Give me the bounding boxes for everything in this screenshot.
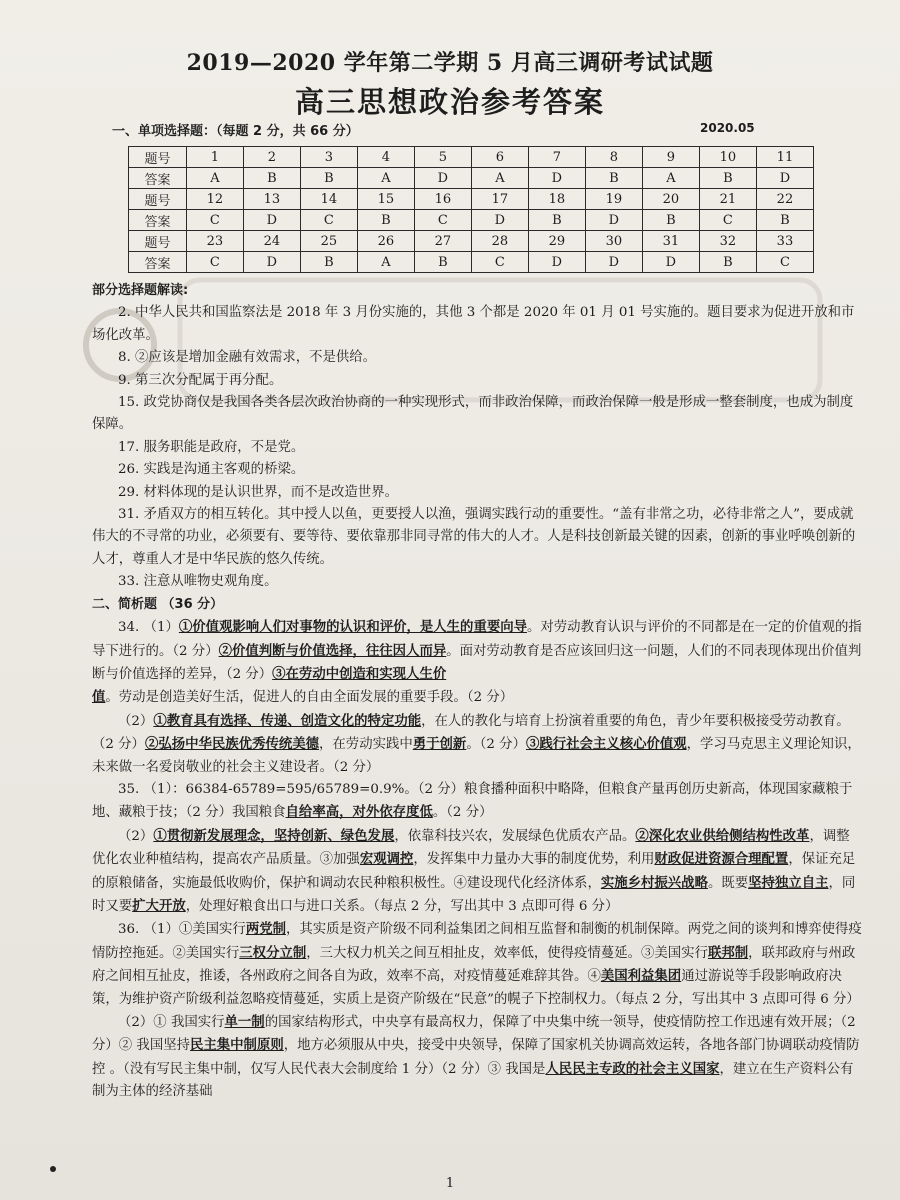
answer-text: ，同时又要 (92, 875, 856, 914)
table-cell: 19 (585, 189, 642, 210)
table-cell: 22 (756, 189, 813, 210)
answer-q35-part1 (92, 779, 862, 825)
table-cell: 8 (585, 147, 642, 168)
table-row-header: 答案 (129, 252, 187, 273)
answer-text: 。（2 分） (466, 737, 526, 753)
table-cell: 10 (699, 147, 756, 168)
key-phrase: 民主集中制原则 (190, 1037, 284, 1054)
table-cell: 32 (699, 231, 756, 252)
table-row-question-numbers (129, 189, 814, 210)
table-cell: B (699, 252, 756, 273)
table-row-question-numbers (129, 231, 814, 252)
table-row-header: 题号 (129, 231, 187, 252)
table-row-answers (129, 252, 814, 273)
key-phrase: 单一制 (224, 1014, 265, 1030)
table-cell: 23 (186, 231, 243, 252)
bullet-dot (50, 1166, 56, 1172)
table-cell: 4 (357, 147, 414, 168)
document-title-line1: 2019—2020 学年第二学期 5 月高三调研考试试题 (186, 50, 714, 76)
explanation-item: 33. 注意从唯物史观角度。 (118, 574, 278, 590)
answer-text: ，依靠科技兴农，发展绿色优质农产品。 (394, 828, 636, 844)
answer-text: 34. （1） (118, 620, 179, 636)
key-phrase: 美国利益集团 (600, 968, 682, 985)
table-cell: 25 (300, 231, 357, 252)
table-cell: 6 (471, 147, 528, 168)
table-cell: D (528, 168, 585, 189)
table-row-answers (129, 168, 814, 189)
table-cell: D (243, 210, 300, 231)
key-phrase: ②深化农业供给侧结构性改革 (635, 827, 810, 844)
answer-text: 。对劳动教育认识与评价的不同都是在一定的价值观的指导下进行的。（2 分） (92, 620, 862, 659)
answer-text: ，发挥集中力量办大事的制度优势，利用 (413, 852, 655, 868)
key-phrase: 联邦制 (707, 944, 749, 961)
document-date: 2020.05 (700, 121, 755, 135)
table-cell: 20 (642, 189, 699, 210)
answer-q34-part1 (92, 616, 862, 710)
table-cell: 14 (300, 189, 357, 210)
key-phrase: 扩大开放 (132, 897, 186, 914)
table-cell: 30 (585, 231, 642, 252)
table-cell: D (528, 252, 585, 273)
answer-text: 通过游说等手段影响政府决策，为维护资产阶级利益忽略疫情蔓延，实质上是资产阶级在“民意”的幌子下控制权力。（每点 2 分，写出其中 3 点即可得 6 分） (92, 969, 860, 1007)
table-row-header: 题号 (129, 189, 187, 210)
table-cell: B (243, 168, 300, 189)
table-row-answers (129, 210, 814, 231)
table-cell: 26 (357, 231, 414, 252)
table-cell: 12 (186, 189, 243, 210)
answer-text: ，其实质是资产阶级不同利益集团之间相互监督和制衡的机制保障。两党之间的谈判和博弈使得疫情防控拖延。②美国实行 (92, 922, 862, 961)
section-heading-choice: 一、单项选择题：（每题 2 分，共 66 分） (112, 124, 359, 139)
table-cell: D (243, 252, 300, 273)
table-cell: B (300, 168, 357, 189)
table-cell: 21 (699, 189, 756, 210)
answer-text: ，保证充足的原粮储备，实施最低收购价，保护和调动农民种粮积极性。④建设现代化经济体系， (92, 852, 856, 891)
answer-text: 。劳动是创造美好生活，促进人的自由全面发展的重要手段。（2 分） (105, 690, 514, 706)
explanations-heading: 部分选择题解读: (92, 283, 189, 298)
answer-text: （2） (118, 713, 154, 729)
key-phrase: 坚持独立自主 (748, 874, 829, 891)
answer-text: ，学习马克思主义理论知识，未来做一名爱岗敬业的社会主义建设者。（2 分） (92, 737, 861, 775)
table-cell: C (414, 210, 471, 231)
table-cell: 2 (243, 147, 300, 168)
table-cell: 11 (756, 147, 813, 168)
table-cell: D (585, 210, 642, 231)
table-cell: 31 (642, 231, 699, 252)
answer-text: 35. （1）：66384-65789=595/65789=0.9%。（2 分）粮食播种面积中略降，但粮食产量再创历史新高，体现国家藏粮于地、藏粮于技；（2 分）我国粮食 (92, 781, 853, 821)
table-row-header: 题号 (129, 147, 187, 168)
table-cell: A (471, 168, 528, 189)
answer-q36-part1 (92, 918, 862, 1011)
answer-text: ，在人的教化与培育上扮演着重要的角色，青少年要积极接受劳动教育。（2 分） (92, 713, 850, 753)
table-cell: A (357, 168, 414, 189)
explanation-item: 29. 材料体现的是认识世界，而不是改造世界。 (118, 484, 398, 500)
key-phrase: ②价值判断与价值选择，往往因人而异 (218, 642, 447, 659)
table-cell: 24 (243, 231, 300, 252)
table-cell: 16 (414, 189, 471, 210)
explanation-item: 9. 第三次分配属于再分配。 (118, 372, 283, 388)
answer-text: 36. （1）①美国实行 (118, 922, 246, 938)
table-cell: A (642, 168, 699, 189)
table-cell: 5 (414, 147, 471, 168)
table-cell: C (186, 210, 243, 231)
answer-text: ，地方必须服从中央，接受中央领导，保障了国家机关协调高效运转，各地各部门协调联动疫情防控 。（没有写民主集中制，仅写人民代表大会制度给 1 分）（2 分）③ 我国是 (92, 1038, 860, 1077)
answer-text: （2） (118, 828, 154, 844)
answer-table (128, 146, 814, 273)
table-cell: 1 (186, 147, 243, 168)
key-phrase: ①贯彻新发展理念，坚持创新、绿色发展 (153, 827, 395, 844)
table-cell: B (642, 210, 699, 231)
answer-q36-part2 (92, 1011, 862, 1104)
key-phrase: ①价值观影响人们对事物的认识和评价，是人生的重要向导 (178, 619, 528, 636)
answer-text: ，联邦政府与州政府之间相互扯皮，推诿，各州政府之间各自为政，效率不高，对疫情蔓延难辞其咎。④ (92, 945, 856, 985)
answer-text: ，处理好粮食出口与进口关系。（每点 2 分，写出其中 3 点即可得 6 分） (185, 898, 619, 914)
answer-text: （2）① 我国实行 (118, 1015, 225, 1030)
table-cell: B (300, 252, 357, 273)
page-number: 1 (445, 1176, 455, 1191)
key-phrase: 实施乡村振兴战略 (600, 874, 708, 891)
key-phrase: ③在劳动中创造和实现人生价值 (92, 665, 447, 706)
explanation-item: 31. 矛盾双方的相互转化。其中授人以鱼，更要授人以渔，强调实践行动的重要性。“盖有非常之功，必待非常之人”，要成就伟大的不寻常的功业，必须要有、要等待、要依靠那非同寻常的伟大的人才。人是科技创新最关键的因素，创新的事业呼唤创新的人才，尊重人才是中华民族的悠久传统。 (92, 507, 856, 567)
answer-text: ，三大权力机关之间互相扯皮，效率低，使得疫情蔓延。③美国实行 (306, 945, 708, 961)
table-cell: 27 (414, 231, 471, 252)
table-cell: B (414, 252, 471, 273)
table-cell: 17 (471, 189, 528, 210)
table-cell: D (471, 210, 528, 231)
key-phrase: 财政促进资源合理配置 (654, 851, 789, 868)
explanation-item: 8. ②应该是增加金融有效需求，不是供给。 (118, 350, 377, 366)
explanation-item: 15. 政党协商仅是我国各类各层次政治协商的一种实现形式，而非政治保障，而政治保障一般是形成一整套制度，也成为制度保障。 (92, 395, 854, 433)
table-cell: 18 (528, 189, 585, 210)
answer-text: ，调整优化农业种植结构，提高农产品质量。③加强 (92, 828, 850, 868)
document-body (92, 280, 862, 1104)
table-cell: B (585, 168, 642, 189)
table-cell: 7 (528, 147, 585, 168)
table-cell: 9 (642, 147, 699, 168)
table-cell: 33 (756, 231, 813, 252)
table-cell: A (357, 252, 414, 273)
answer-text: ，在劳动实践中 (319, 737, 413, 753)
answer-text: 。既要 (707, 875, 749, 891)
table-row-header: 答案 (129, 210, 187, 231)
answer-text: 的国家结构形式，中央享有最高权力，保障了中央集中统一领导，使疫情防控工作迅速有效开展；（2 分）② 我国坚持 (92, 1015, 856, 1054)
answer-text: 。面对劳动教育是否应该回归这一问题，人们的不同表现体现出价值判断与价值选择的差异，（2 分） (92, 643, 862, 682)
table-cell: 28 (471, 231, 528, 252)
explanation-item: 26. 实践是沟通主客观的桥梁。 (118, 462, 305, 478)
table-cell: C (756, 252, 813, 273)
key-phrase: 两党制 (245, 921, 286, 938)
table-row-question-numbers (129, 147, 814, 168)
table-cell: B (756, 210, 813, 231)
table-cell: D (642, 252, 699, 273)
table-cell: B (699, 168, 756, 189)
table-cell: 15 (357, 189, 414, 210)
explanation-item: 2. 中华人民共和国监察法是 2018 年 3 月份实施的，其他 3 个都是 2020 年 01 月 01 号实施的。题目要求为促进开放和市场化改革。 (92, 305, 855, 343)
table-cell: C (471, 252, 528, 273)
answer-q34-part2 (92, 710, 862, 779)
answer-text: ，建立在生产资料公有制为主体的经济基础 (92, 1061, 854, 1100)
table-cell: D (414, 168, 471, 189)
key-phrase: ②弘扬中华民族优秀传统美德 (144, 736, 320, 753)
explanations-list (92, 302, 862, 593)
table-cell: B (357, 210, 414, 231)
table-cell: B (528, 210, 585, 231)
table-cell: C (300, 210, 357, 231)
table-cell: 13 (243, 189, 300, 210)
table-cell: D (585, 252, 642, 273)
table-cell: D (756, 168, 813, 189)
section-heading-analysis: 二、简析题 （36 分） (92, 596, 224, 612)
table-cell: 3 (300, 147, 357, 168)
key-phrase: ③践行社会主义核心价值观 (525, 736, 687, 753)
table-cell: C (699, 210, 756, 231)
key-phrase: 自给率高，对外依存度低 (285, 804, 433, 821)
table-cell: 29 (528, 231, 585, 252)
table-cell: A (186, 168, 243, 189)
table-cell: C (186, 252, 243, 273)
key-phrase: 勇于创新 (412, 736, 467, 753)
answer-q35-part2 (92, 825, 862, 919)
document-title-line2: 高三思想政治参考答案 (294, 85, 605, 119)
key-phrase: ①教育具有选择、传递、创造文化的特定功能 (153, 712, 422, 729)
explanation-item: 17. 服务职能是政府，不是党。 (118, 439, 305, 455)
key-phrase: 三权分立制 (239, 944, 307, 961)
key-phrase: 宏观调控 (359, 851, 414, 868)
table-row-header: 答案 (129, 168, 187, 189)
answer-text: 。（2 分） (432, 805, 493, 821)
key-phrase: 人民民主专政的社会主义国家 (545, 1060, 720, 1077)
